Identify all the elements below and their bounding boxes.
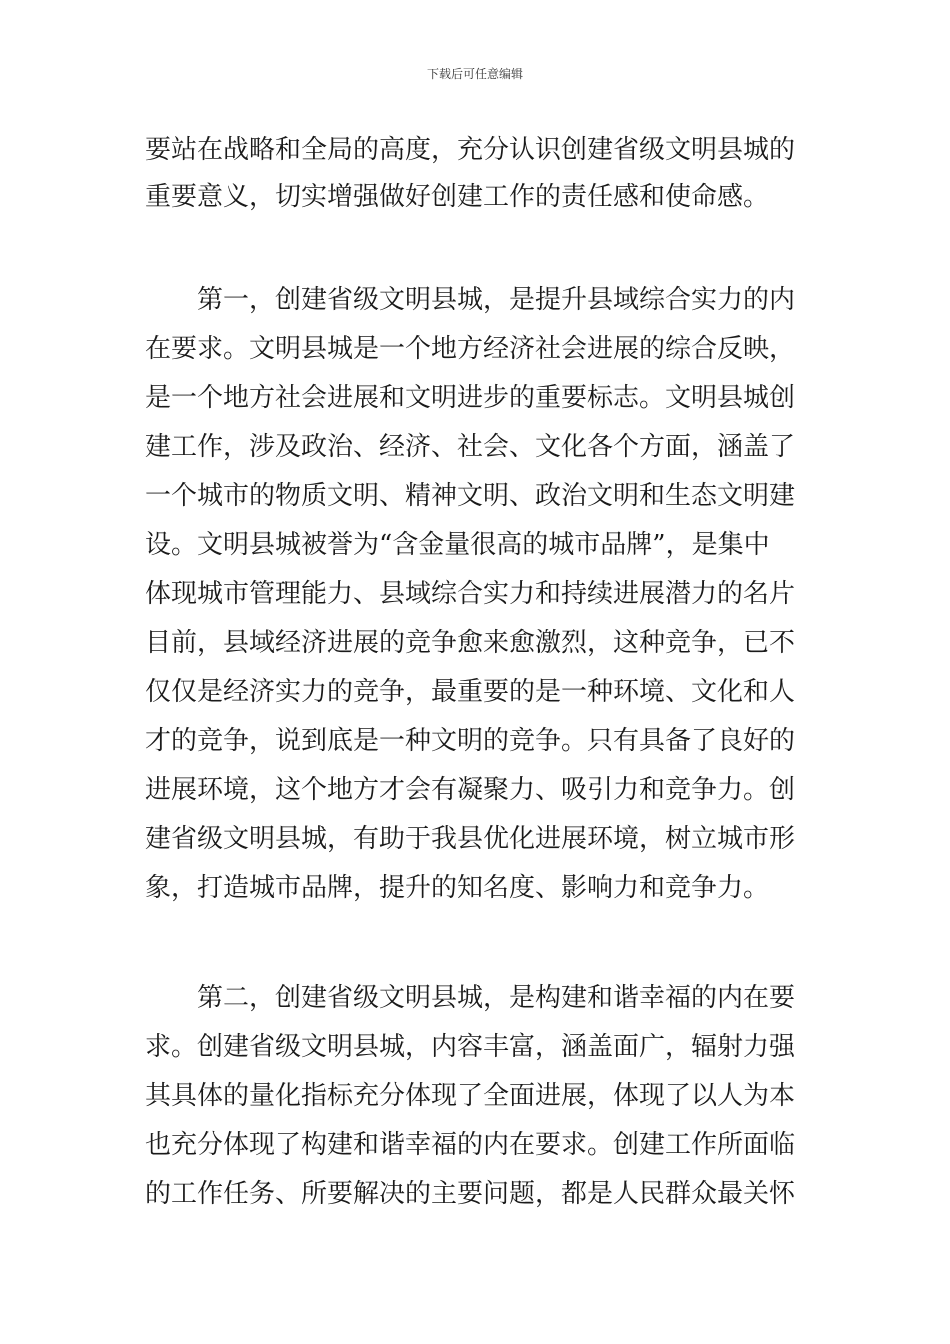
page-header: 下载后可任意编辑	[426, 67, 523, 81]
paragraph-line: 一个城市的物质文明、精神文明、政治文明和生态文明建	[145, 481, 796, 511]
paragraph-line: 进展环境，这个地方才会有凝聚力、吸引力和竞争力。创	[145, 775, 796, 805]
paragraph-line: 建省级文明县城，有助于我县优化进展环境，树立城市形	[145, 824, 796, 854]
paragraph-line: 要站在战略和全局的高度，充分认识创建省级文明县城的	[145, 135, 796, 165]
paragraph-line: 求。创建省级文明县城，内容丰富，涵盖面广，辐射力强	[145, 1032, 796, 1062]
paragraph-line: 体现城市管理能力、县域综合实力和持续进展潜力的名片	[145, 579, 796, 609]
paragraph-line: 目前，县域经济进展的竞争愈来愈激烈，这种竞争，已不	[145, 628, 796, 658]
paragraph-line: 才的竞争，说到底是一种文明的竞争。只有具备了良好的	[145, 726, 796, 756]
paragraph-line: 是一个地方社会进展和文明进步的重要标志。文明县城创	[145, 383, 796, 413]
paragraph-line: 的工作任务、所要解决的主要问题，都是人民群众最关怀	[145, 1179, 796, 1209]
paragraph-line: 设。文明县城被誉为“含金量很高的城市品牌”，是集中	[145, 530, 770, 560]
paragraph-line: 象，打造城市品牌，提升的知名度、影响力和竞争力。	[145, 873, 770, 903]
paragraph-line: 仅仅是经济实力的竞争，最重要的是一种环境、文化和人	[145, 677, 796, 707]
paragraph-line: 在要求。文明县城是一个地方经济社会进展的综合反映，	[145, 334, 796, 364]
paragraph-line: 其具体的量化指标充分体现了全面进展，体现了以人为本	[145, 1081, 796, 1111]
paragraph-line: 重要意义，切实增强做好创建工作的责任感和使命感。	[145, 182, 770, 212]
paragraph-first-line: 第二，创建省级文明县城，是构建和谐幸福的内在要	[197, 983, 796, 1013]
paragraph-line: 建工作，涉及政治、经济、社会、文化各个方面，涵盖了	[145, 432, 796, 462]
paragraph-first-line: 第一，创建省级文明县城，是提升县域综合实力的内	[197, 285, 796, 315]
paragraph-line: 也充分体现了构建和谐幸福的内在要求。创建工作所面临	[145, 1130, 796, 1160]
